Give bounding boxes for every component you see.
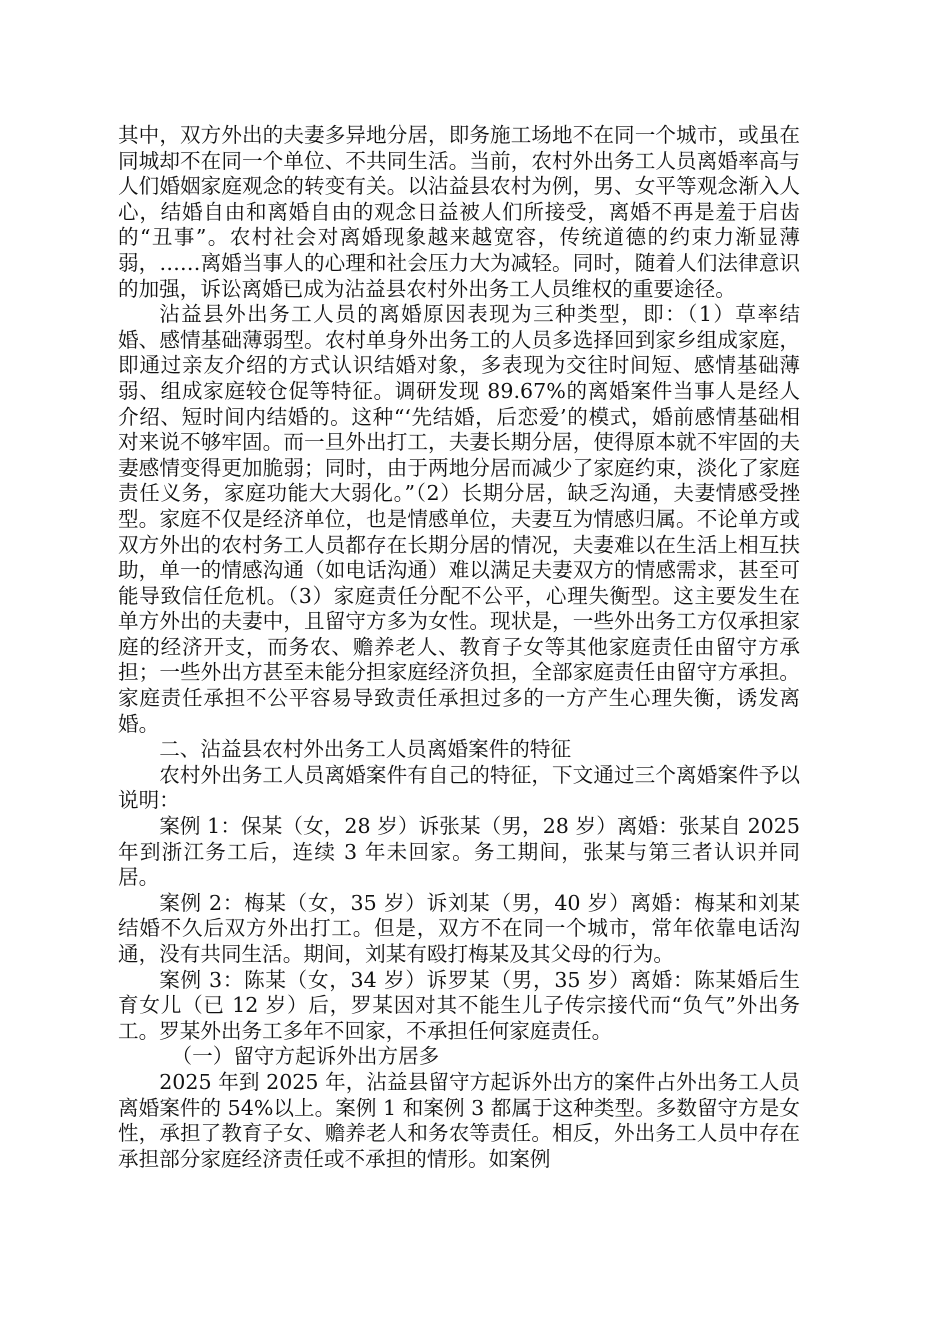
paragraph-case-1: 案例 1：保某（女，28 岁）诉张某（男，28 岁）离婚：张某自 2025 年到浙江务工后，连续 3 年未回家。务工期间，张某与第三者认识并同居。 (118, 814, 800, 890)
paragraph-divorce-causes: 沾益县外出务工人员的离婚原因表现为三种类型，即：（1）草率结婚、感情基础薄弱型。农村单身外出务工的人员多选择回到家乡组成家庭，即通过亲友介绍的方式认识结婚对象，多表现为交往时间短、感情基础薄弱、组成家庭较仓促等特征。调研发现 89.67%的离婚案件当事人是经人介绍、短时间内结婚的。这种“‘先结婚，后恋爱’的模式，婚前感情基础相对来说不够牢固。而一旦外出打工，夫妻长期分居，使得原本就不牢固的夫妻感情变得更加脆弱；同时，由于两地分居而减少了家庭约束，淡化了家庭责任义务，家庭功能大大弱化。”（2）长期分居，缺乏沟通，夫妻情感受挫型。家庭不仅是经济单位，也是情感单位，夫妻互为情感归属。不论单方或双方外出的农村务工人员都存在长期分居的情况，夫妻难以在生活上相互扶助，单一的情感沟通（如电话沟通）难以满足夫妻双方的情感需求，甚至可能导致信任危机。（3）家庭责任分配不公平，心理失衡型。这主要发生在单方外出的夫妻中，且留守方多为女性。现状是，一些外出务工方仅承担家庭的经济开支，而务农、赡养老人、教育子女等其他家庭责任由留守方承担；一些外出方甚至未能分担家庭经济负担，全部家庭责任由留守方承担。家庭责任承担不公平容易导致责任承担过多的一方产生心理失衡，诱发离婚。 (118, 302, 800, 736)
section-heading: 二、沾益县农村外出务工人员离婚案件的特征 (159, 737, 572, 762)
paragraph-statistics: 2025 年到 2025 年，沾益县留守方起诉外出方的案件占外出务工人员离婚案件的 54%以上。案例 1 和案例 3 都属于这种类型。多数留守方是女性，承担了教育子女、赡养老人和务农等责任。相反，外出务工人员中存在承担部分家庭经济责任或不承担的情形。如案例 (118, 1069, 800, 1171)
paragraph-case-3: 案例 3：陈某（女，34 岁）诉罗某（男，35 岁）离婚：陈某婚后生育女儿（已 12 岁）后，罗某因对其不能生儿子传宗接代而“负气”外出务工。罗某外出务工多年不回家，不承担任何家庭责任。 (118, 967, 800, 1043)
subsection-heading: （一）留守方起诉外出方居多 (171, 1044, 440, 1069)
paragraph-case-2: 案例 2：梅某（女，35 岁）诉刘某（男，40 岁）离婚：梅某和刘某结婚不久后双方外出打工。但是，双方不在同一个城市，常年依靠电话沟通，没有共同生活。期间，刘某有殴打梅某及其父母的行为。 (118, 890, 800, 966)
paragraph-intro-cases: 农村外出务工人员离婚案件有自己的特征，下文通过三个离婚案件予以说明： (118, 762, 800, 813)
document-page (118, 123, 800, 1172)
paragraph-continued: 其中，双方外出的夫妻多异地分居，即务施工场地不在同一个城市，或虽在同城却不在同一个单位、不共同生活。当前，农村外出务工人员离婚率高与人们婚姻家庭观念的转变有关。以沾益县农村为例，男、女平等观念渐入人心，结婚自由和离婚自由的观念日益被人们所接受，离婚不再是羞于启齿的“丑事”。农村社会对离婚现象越来越宽容，传统道德的约束力渐显薄弱，……离婚当事人的心理和社会压力大为减轻。同时，随着人们法律意识的加强，诉讼离婚已成为沾益县农村外出务工人员维权的重要途径。 (118, 123, 800, 301)
